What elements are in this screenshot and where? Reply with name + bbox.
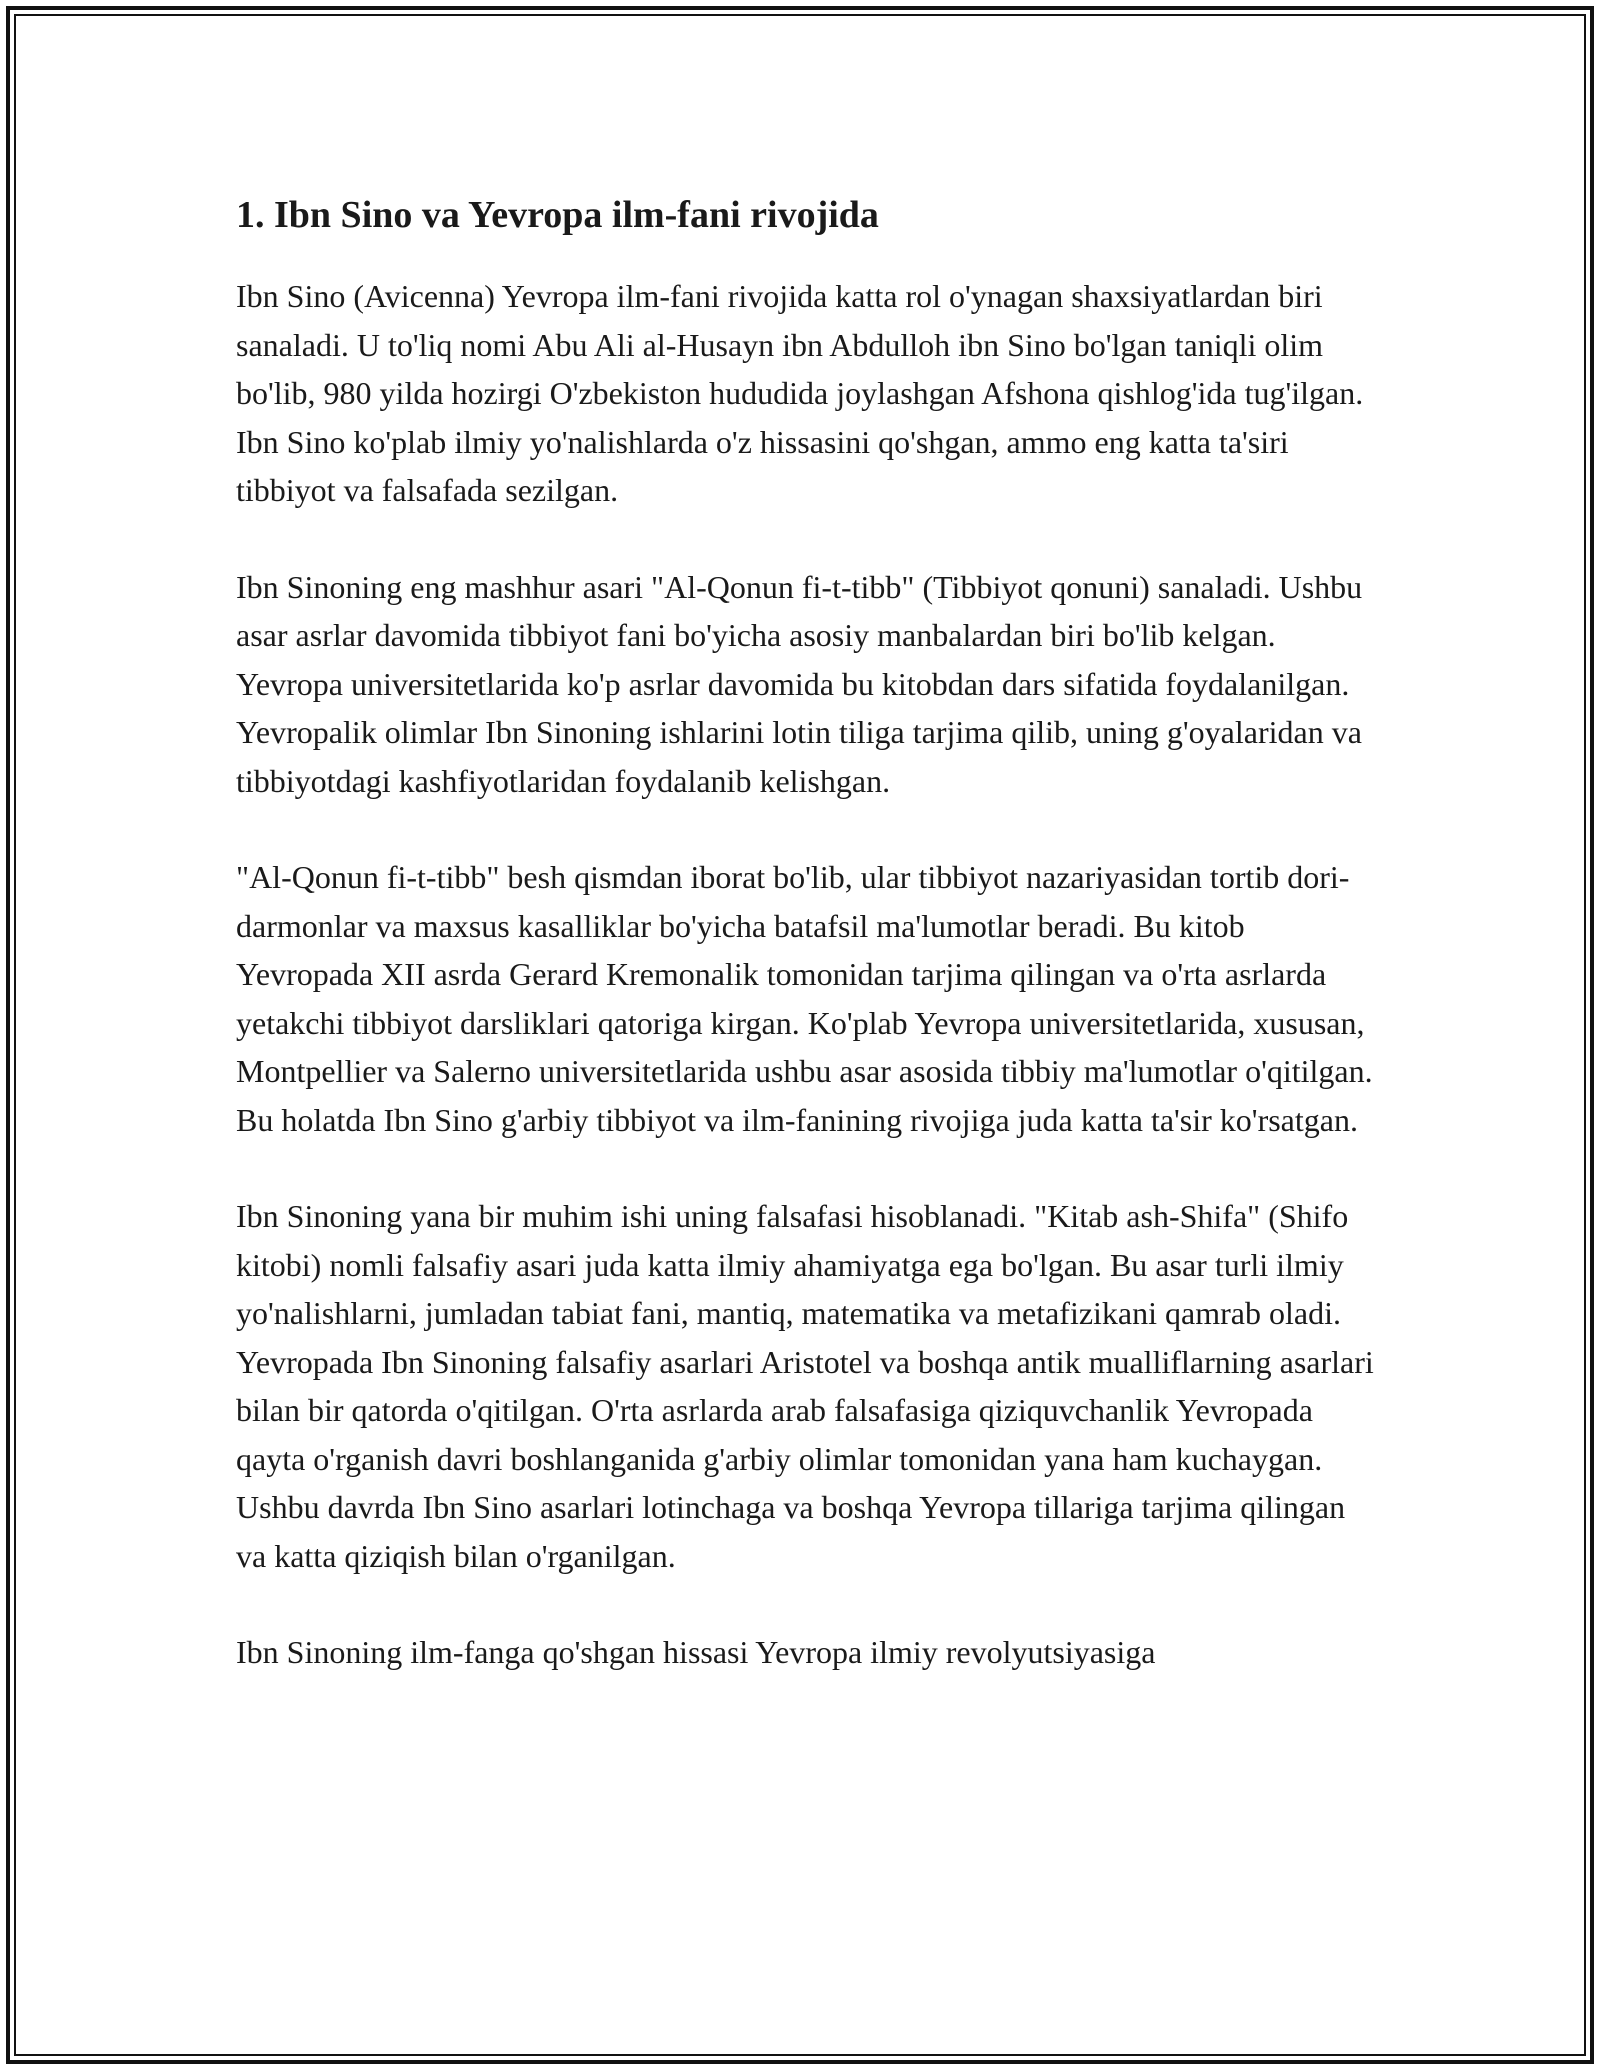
paragraph-4: Ibn Sinoning yana bir muhim ishi uning falsafasi hisoblanadi. "Kitab ash-Shifa" (Shifo kitobi) nomli falsafiy asari juda katta ilmiy ahamiyatga ega bo'lgan. Bu asar turli ilmiy yo'nalishlarni, jumladan tabiat fani, mantiq, matematika va metafizikani qamrab oladi. Yevropada Ibn Sinoning falsafiy asarlari Aristotel va boshqa antik mualliflarning asarlari bilan bir qatorda o'qitilgan. O'rta asrlarda arab falsafasiga qiziquvchanlik Yevropada qayta o'rganish davri boshlanganida g'arbiy olimlar tomonidan yana ham kuchaygan. Ushbu davrda Ibn Sino asarlari lotinchaga va boshqa Yevropa tillariga tarjima qilingan va katta qiziqish bilan o'rganilgan. [236,1198,1374,1574]
paragraph-3: "Al-Qonun fi-t-tibb" besh qismdan iborat bo'lib, ular tibbiyot nazariyasidan tortib dori-darmonlar va maxsus kasalliklar bo'yicha batafsil ma'lumotlar beradi. Bu kitob Yevropada XII asrda Gerard Kremonalik tomonidan tarjima qilingan va o'rta asrlarda yetakchi tibbiyot darsliklari qatoriga kirgan. Ko'plab Yevropa universitetlarida, xususan, Montpellier va Salerno universitetlarida ushbu asar asosida tibbiy ma'lumotlar o'qitilgan. Bu holatda Ibn Sino g'arbiy tibbiyot va ilm-fanining rivojiga juda katta ta'sir ko'rsatgan. [236,859,1373,1138]
document-body [236,188,1376,1725]
section-title: 1. Ibn Sino va Yevropa ilm-fani rivojida [236,194,879,236]
paragraph-2: Ibn Sinoning eng mashhur asari "Al-Qonun fi-t-tibb" (Tibbiyot qonuni) sanaladi. Ushbu asar asrlar davomida tibbiyot fani bo'yicha asosiy manbalardan biri bo'lib kelgan. Yevropa universitetlarida ko'p asrlar davomida bu kitobdan dars sifatida foydalanilgan. Yevropalik olimlar Ibn Sinoning ishlarini lotin tiliga tarjima qilib, uning g'oyalaridan va tibbiyotdagi kashfiyotlaridan foydalanib kelishgan. [236,568,1363,799]
paragraph-5: Ibn Sinoning ilm-fanga qo'shgan hissasi Yevropa ilmiy revolyutsiyasiga [236,1634,1156,1670]
paragraph-1: Ibn Sino (Avicenna) Yevropa ilm-fani rivojida katta rol o'ynagan shaxsiyatlardan biri sanaladi. U to'liq nomi Abu Ali al-Husayn ibn Abdulloh ibn Sino bo'lgan taniqli olim bo'lib, 980 yilda hozirgi O'zbekiston hududida joylashgan Afshona qishlog'ida tug'ilgan. Ibn Sino ko'plab ilmiy yo'nalishlarda o'z hissasini qo'shgan, ammo eng katta ta'siri tibbiyot va falsafada sezilgan. [236,278,1364,508]
